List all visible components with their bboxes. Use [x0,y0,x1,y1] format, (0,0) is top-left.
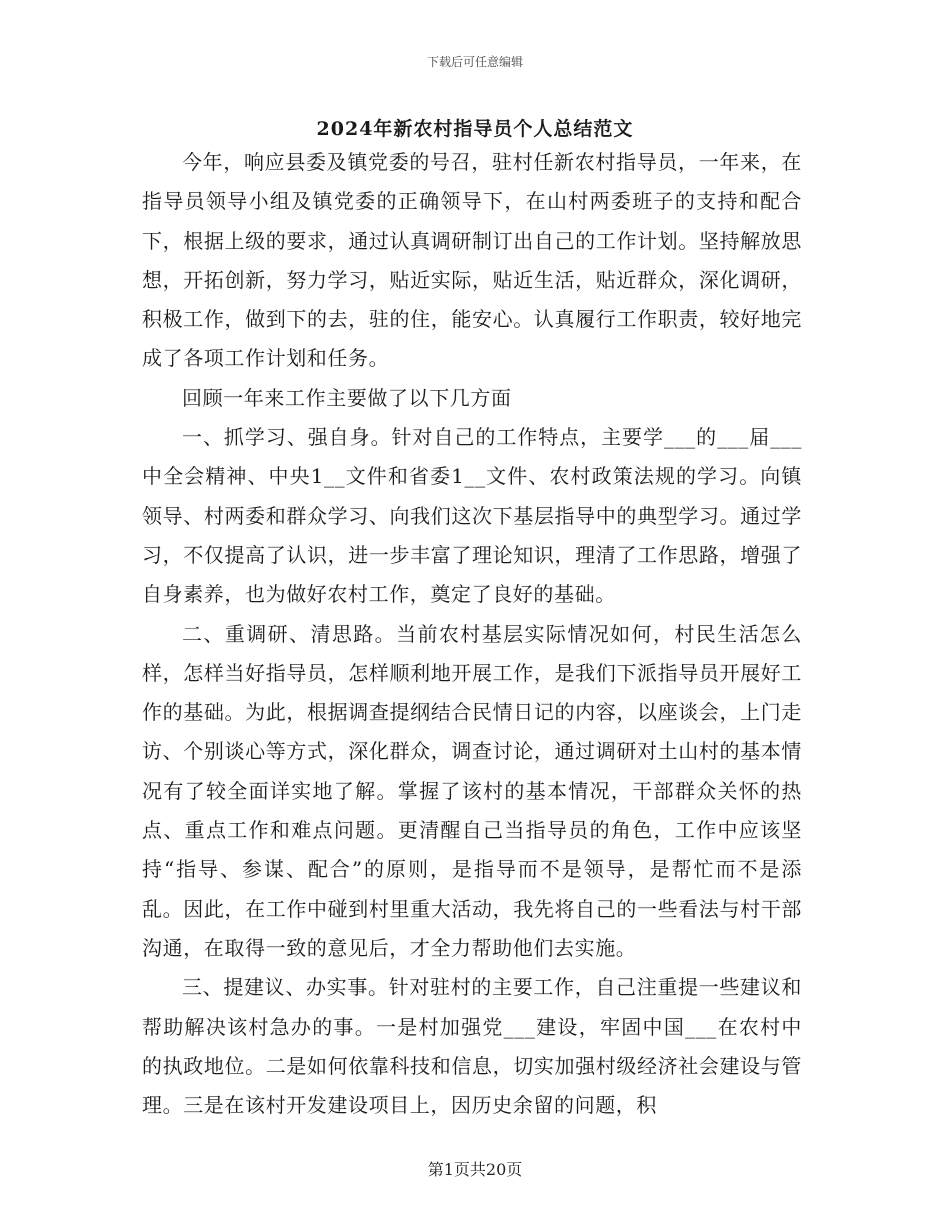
paragraph-section-2: 二、重调研、清思路。当前农村基层实际情况如何，村民生活怎么样，怎样当好指导员，怎样顺利地开展工作，是我们下派指导员开展好工作的基础。为此，根据调查提纲结合民情日记的内容，以座谈会，上门走访、个别谈心等方式，深化群众，调查讨论，通过调研对土山村的基本情况有了较全面详实地了解。掌握了该村的基本情况，干部群众关怀的热点、重点工作和难点问题。更清醒自己当指导员的角色，工作中应该坚持“指导、参谋、配合”的原则，是指导而不是领导，是帮忙而不是添乱。因此，在工作中碰到村里重大活动，我先将自己的一些看法与村干部沟通，在取得一致的意见后，才全力帮助他们去实施。 [142,621,802,960]
page-number: 第1页共20页 [427,1160,523,1179]
document-body [142,143,802,1125]
document-title: 2024年新农村指导员个人总结范文 [316,118,634,140]
paragraph-section-1: 一、抓学习、强自身。针对自己的工作特点，主要学___的___届___中全会精神、中央1__文件和省委1__文件、农村政策法规的学习。向镇领导、村两委和群众学习、向我们这次下基层指导中的典型学习。通过学习，不仅提高了认识，进一步丰富了理论知识，理清了工作思路，增强了自身素养，也为做好农村工作，奠定了良好的基础。 [142,425,802,607]
paragraph-section-3: 三、提建议、办实事。针对驻村的主要工作，自己注重提一些建议和帮助解决该村急办的事。一是村加强党___建设，牢固中国___在农村中的执政地位。二是如何依靠科技和信息，切实加强村级经济社会建设与管理。三是在该村开发建设项目上，因历史余留的问题，积 [142,975,802,1118]
paragraph-intro: 今年，响应县委及镇党委的号召，驻村任新农村指导员，一年来，在指导员领导小组及镇党委的正确领导下，在山村两委班子的支持和配合下，根据上级的要求，通过认真调研制订出自己的工作计划。坚持解放思想，开拓创新，努力学习，贴近实际，贴近生活，贴近群众，深化调研，积极工作，做到下的去，驻的住，能安心。认真履行工作职责，较好地完成了各项工作计划和任务。 [142,150,802,371]
paragraph-review: 回顾一年来工作主要做了以下几方面 [182,385,512,410]
header-note: 下载后可任意编辑 [426,55,523,69]
